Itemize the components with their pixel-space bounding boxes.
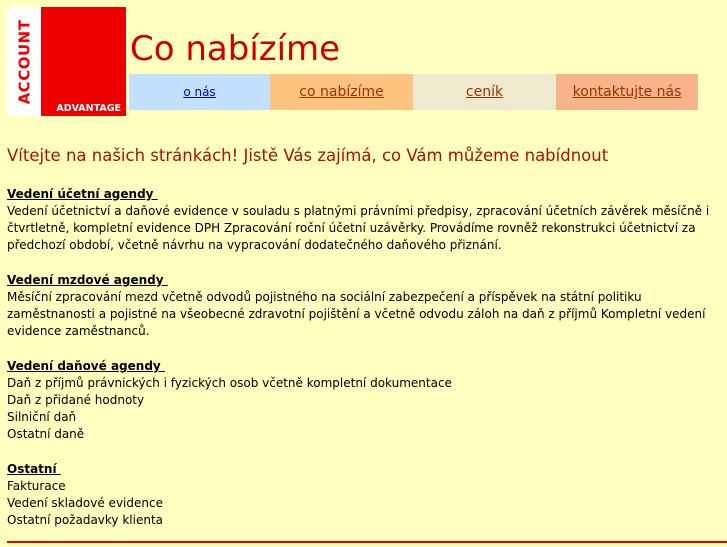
bottom-divider	[7, 541, 727, 543]
list-item: Daň z příjmů právnických i fyzických osob včetně kompletní dokumentace	[7, 376, 452, 390]
nav-item-co-nabizime[interactable]: co nabízíme	[270, 74, 413, 110]
section-danova-agenda	[7, 358, 722, 443]
nav-item-kontaktujte-nas[interactable]: kontaktujte nás	[556, 74, 698, 110]
section-text: Vedení účetnictví a daňové evidence v souladu s platnými právními předpisy, zpracování účetních závěrek měsíčně i čtvrtletně, kompletní evidence DPH Zpracování roční účetní uzávěrky. Provádíme rovněž rekonstrukci účetnictví za předchozí období, včetně návrhu na vypracování dodatečného daňového přiznání.	[7, 204, 710, 252]
section-heading: Vedení účetní agendy	[7, 187, 158, 201]
list-item: Ostatní daně	[7, 427, 85, 441]
section-ucetni-agenda	[7, 186, 722, 254]
logo-advantage-text: ADVANTAGE	[56, 103, 121, 114]
main-nav	[129, 74, 698, 110]
section-heading: Ostatní	[7, 462, 61, 476]
section-ostatni	[7, 461, 722, 529]
welcome-heading: Vítejte na našich stránkách! Jistě Vás zajímá, co Vám můžeme nabídnout	[7, 146, 609, 165]
list-item: Daň z přidané hodnoty	[7, 393, 145, 407]
nav-item-o-nas[interactable]: o nás	[129, 74, 270, 110]
nav-item-cenik[interactable]: ceník	[413, 74, 556, 110]
list-item: Silniční daň	[7, 410, 77, 424]
logo-vertical-text	[11, 13, 38, 111]
list-item: Vedení skladové evidence	[7, 496, 163, 510]
list-item: Fakturace	[7, 479, 66, 493]
list-item: Ostatní požadavky klienta	[7, 513, 163, 527]
main-content	[7, 186, 722, 547]
logo	[7, 7, 126, 116]
section-heading: Vedení daňové agendy	[7, 359, 165, 373]
section-heading: Vedení mzdové agendy	[7, 273, 168, 287]
section-mzdova-agenda	[7, 272, 722, 340]
page-title: Co nabízíme	[130, 29, 341, 69]
section-text: Měsíční zpracování mezd včetně odvodů pojistného na sociální zabezpečení a příspěvek na státní politiku zaměstnanosti a pojistné na všeobecné zdravotní pojištění a včetně odvodu záloh na daň z příjmů Kompletní vedení evidence zaměstnanců.	[7, 290, 706, 338]
logo-account-text: ACCOUNT	[15, 19, 34, 105]
